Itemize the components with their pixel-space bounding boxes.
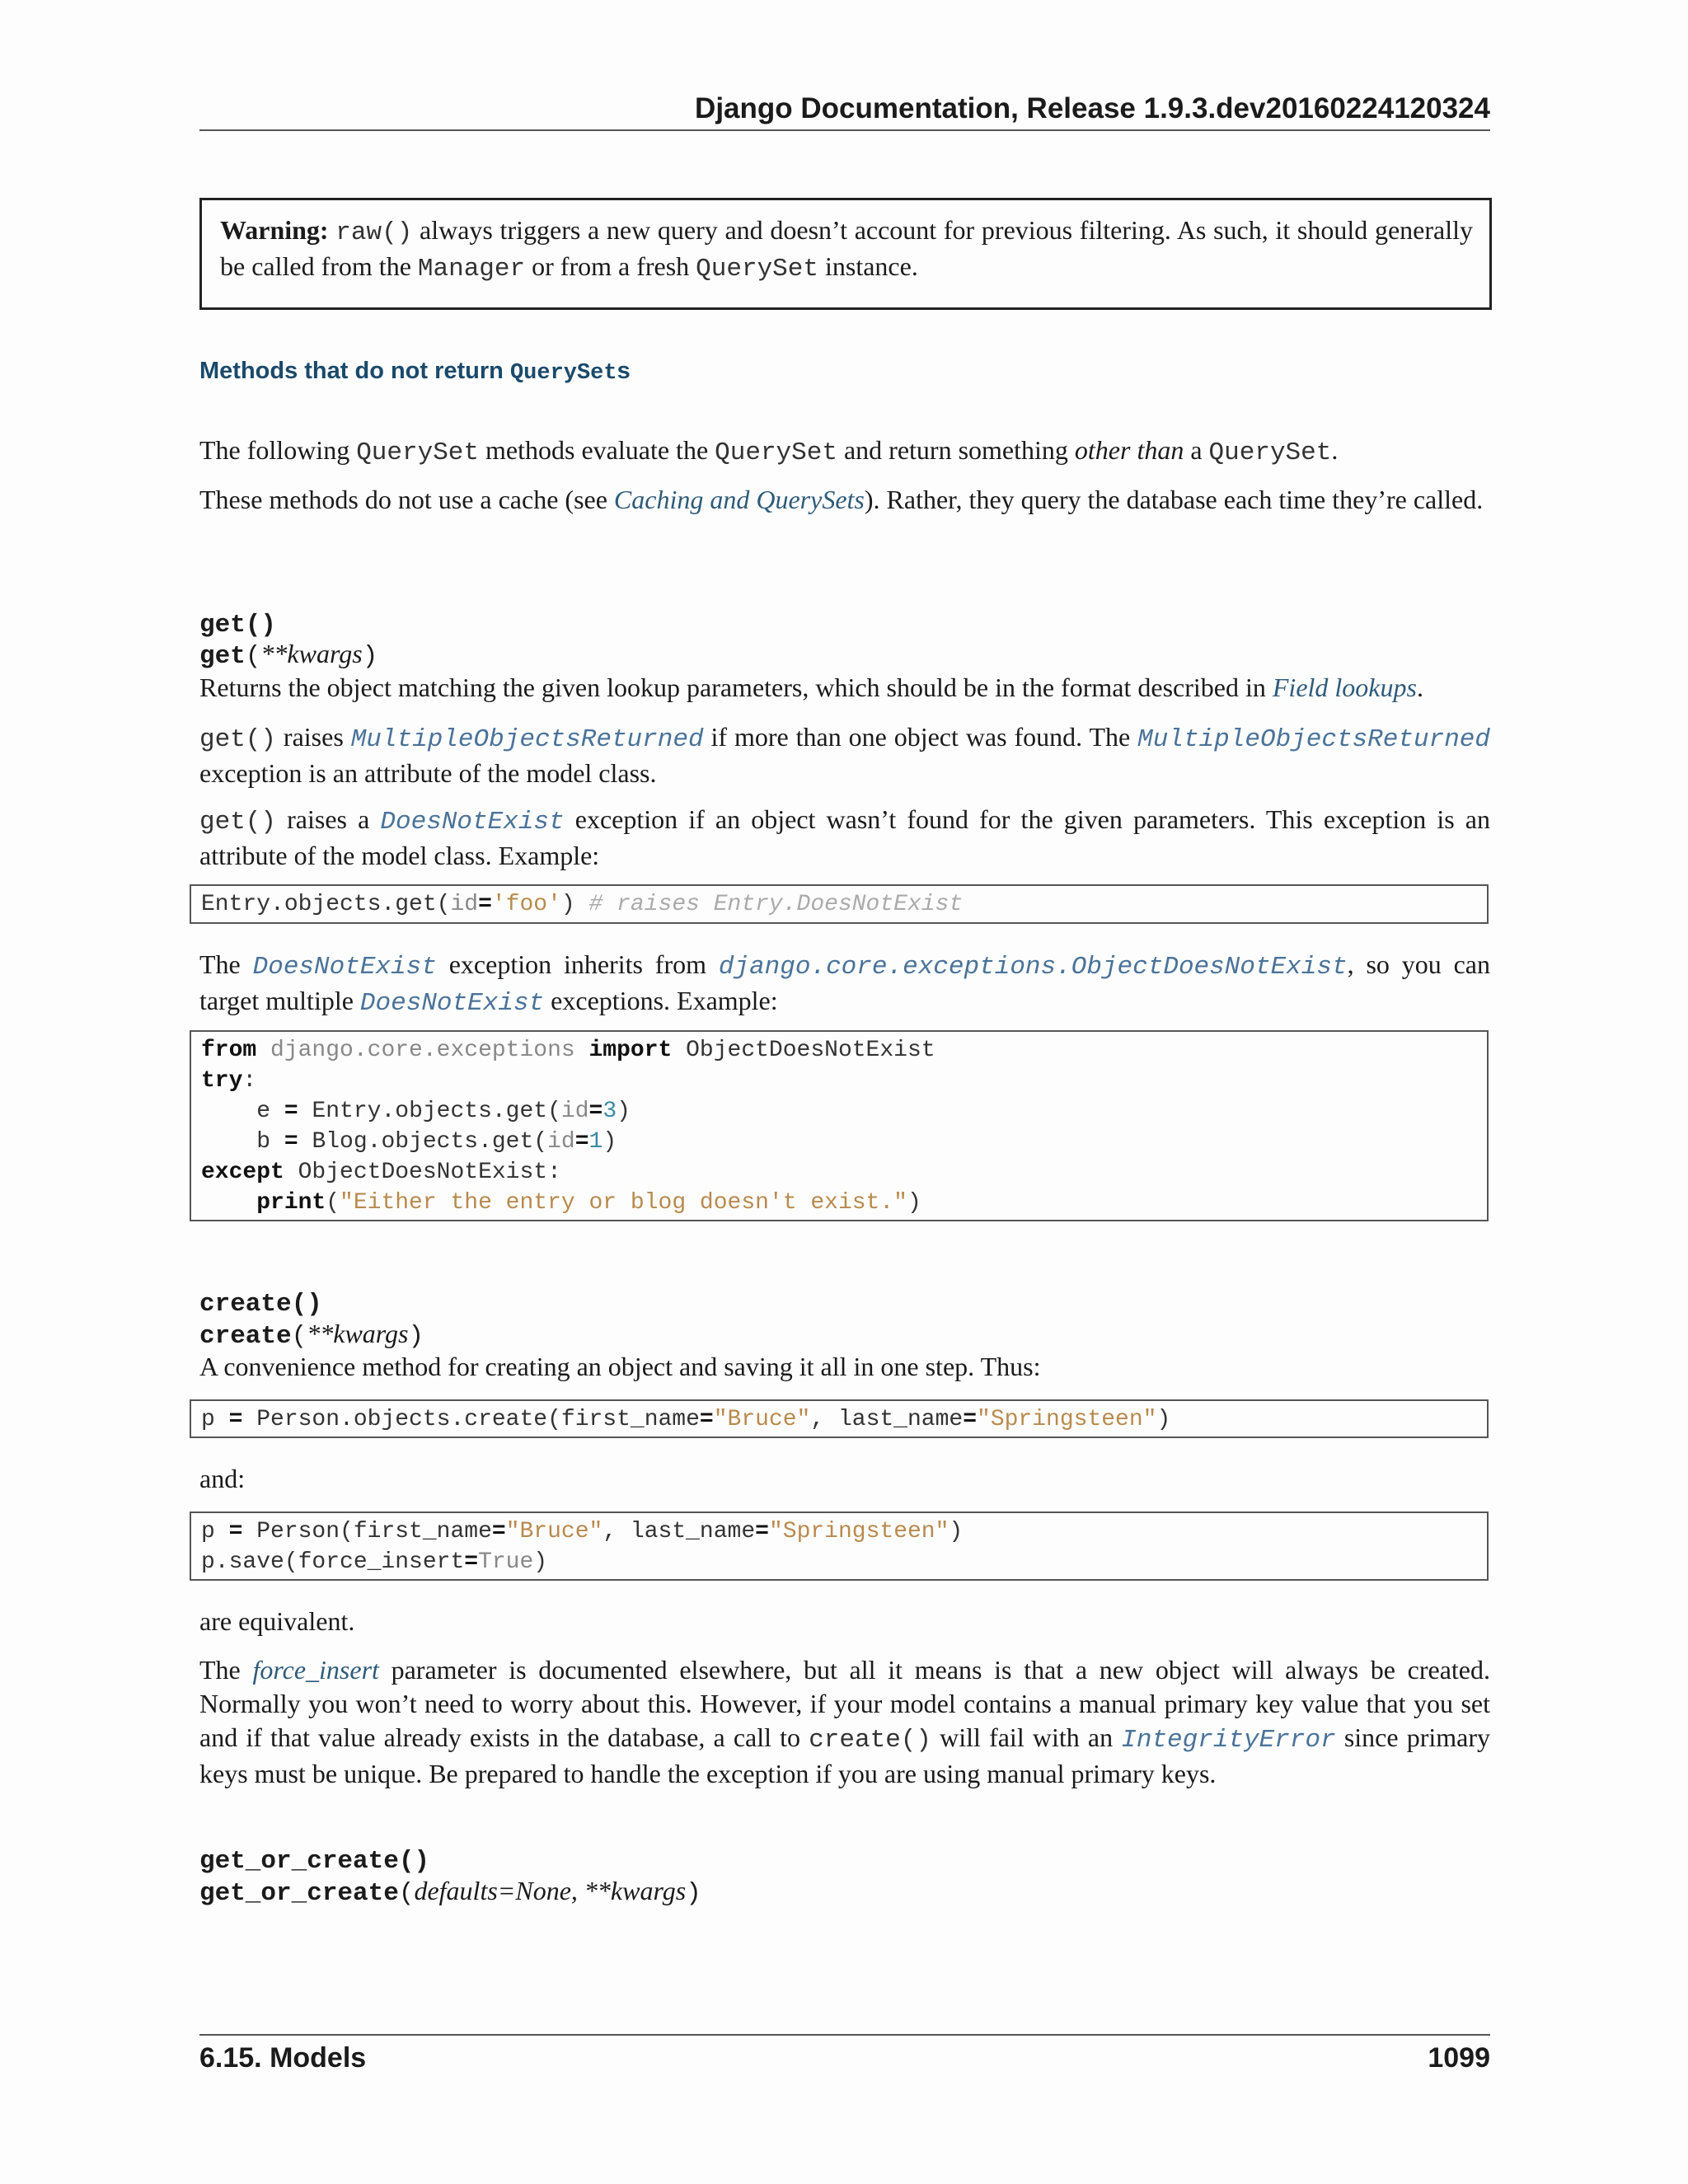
get-multiple-paragraph: get() raises MultipleObjectsReturned if more than one object was found. The MultipleObjectsReturned exception is an attribute of the model class. <box>199 722 1491 788</box>
intro-paragraph-1: The following QuerySet methods evaluate the QuerySet and return something other than a QuerySet. <box>199 435 1339 467</box>
create-heading: create() <box>199 1290 322 1319</box>
get-description: Returns the object matching the given lookup parameters, which should be in the format described in Field lookups. <box>199 673 1423 702</box>
footer-section: 6.15. Models <box>199 2042 367 2074</box>
caching-querysets-link[interactable]: Caching and QuerySets <box>613 485 865 514</box>
footer-rule <box>199 2034 1490 2036</box>
force-insert-link[interactable]: force_insert <box>252 1655 379 1685</box>
header-rule <box>199 129 1490 131</box>
warning-box: Warning: raw() always triggers a new query and doesn’t account for previous filtering. As such, it should generally be called from the Manager or from a fresh QuerySet instance. <box>199 198 1492 310</box>
section-heading: Methods that do not return QuerySets <box>199 358 631 386</box>
code-raw: raw() <box>335 218 413 247</box>
doesnotexist-link-2[interactable]: DoesNotExist <box>252 953 437 982</box>
multiple-objects-returned-link[interactable]: MultipleObjectsReturned <box>350 725 704 754</box>
doesnotexist-link-3[interactable]: DoesNotExist <box>359 989 545 1018</box>
document-page <box>199 0 1490 2184</box>
get-or-create-heading: get_or_create() <box>199 1847 430 1876</box>
objectdoesnotexist-link[interactable]: django.core.exceptions.ObjectDoesNotExist <box>718 953 1348 982</box>
and-text: and: <box>199 1464 246 1493</box>
field-lookups-link[interactable]: Field lookups <box>1272 673 1417 702</box>
page-number: 1099 <box>1428 2042 1490 2074</box>
create-signature: create(**kwargs) <box>199 1319 424 1351</box>
doesnotexist-link[interactable]: DoesNotExist <box>380 808 565 837</box>
create-description: A convenience method for creating an object and saving it all in one step. Thus: <box>199 1352 1041 1381</box>
get-signature: get(**kwargs) <box>199 639 378 671</box>
get-doesnotexist-paragraph: get() raises a DoesNotExist exception if an object wasn’t found for the given parameters. This exception is an attribute of the model class. Example: <box>199 804 1491 870</box>
equivalent-text: are equivalent. <box>199 1606 355 1636</box>
force-insert-paragraph: The force_insert parameter is documented elsewhere, but all it means is that a new object will always be created. Normally you won’t need to worry about this. However, if your model contains a manual primary key value that you set and if that value already exists in the database, a call to create() will fail with an IntegrityError since primary keys must be unique. Be prepared to handle the exception if you are using manual primary keys. <box>199 1655 1491 1788</box>
code-block-save: p = Person(first_name="Bruce", last_name="Springsteen") p.save(force_insert=True) <box>190 1511 1489 1581</box>
get-inherits-paragraph: The DoesNotExist exception inherits from django.core.exceptions.ObjectDoesNotExist, so you can target multiple DoesNotExist exceptions. Example: <box>199 949 1491 1018</box>
intro-paragraph-2: These methods do not use a cache (see Caching and QuerySets). Rather, they query the database each time they’re called. <box>199 485 1484 514</box>
integrity-error-link[interactable]: IntegrityError <box>1121 1726 1336 1755</box>
multiple-objects-returned-link-2[interactable]: MultipleObjectsReturned <box>1137 725 1491 754</box>
code-block-except: from django.core.exceptions import ObjectDoesNotExist try: e = Entry.objects.get(id=3) b = Blog.objects.get(id=1) except ObjectDoesNotExist: print("Either the entry or blog doesn't exist.") <box>190 1030 1489 1221</box>
get-or-create-signature: get_or_create(defaults=None, **kwargs) <box>199 1876 701 1908</box>
code-block-create: p = Person.objects.create(first_name="Bruce", last_name="Springsteen") <box>190 1399 1489 1438</box>
warning-label: Warning: <box>220 215 329 245</box>
code-block-get: Entry.objects.get(id='foo') # raises Entry.DoesNotExist <box>190 884 1489 924</box>
running-header: Django Documentation, Release 1.9.3.dev20160224120324 <box>695 92 1490 124</box>
get-heading: get() <box>199 611 277 640</box>
